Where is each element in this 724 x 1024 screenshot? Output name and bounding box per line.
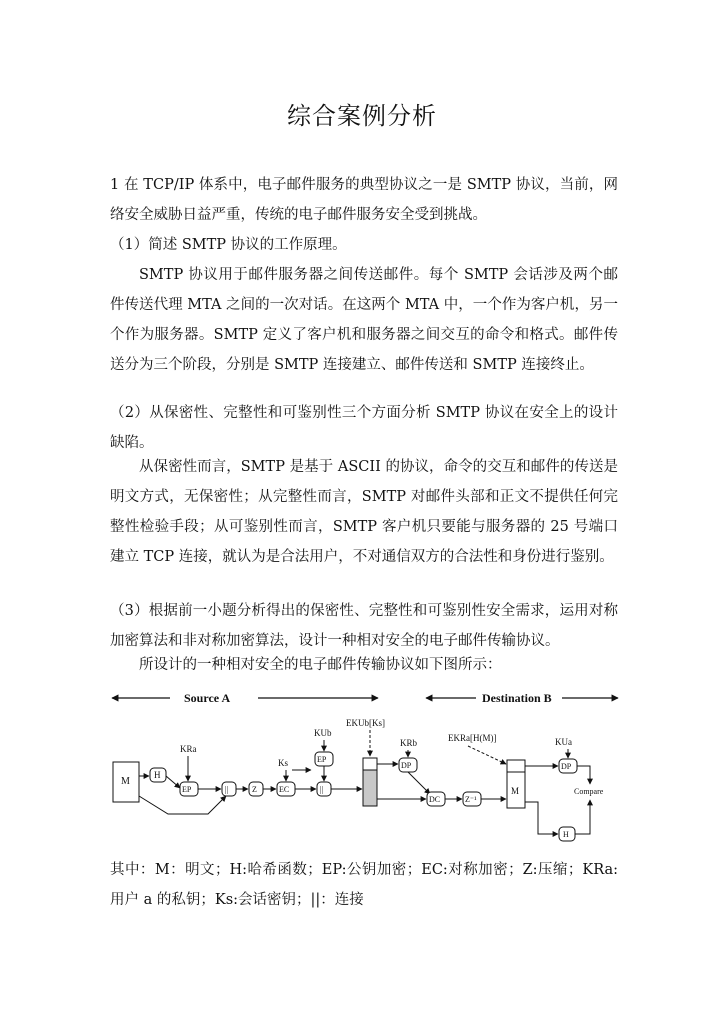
protocol-diagram-svg [108,684,620,849]
compare-label: Compare [574,787,604,796]
ks-label: Ks [278,758,289,768]
concat-label-2: || [320,785,324,794]
question-intro: 1 在 TCP/IP 体系中，电子邮件服务的典型协议之一是 SMTP 协议，当前，网络安全威胁日益严重，传统的电子邮件服务安全受到挑战。 [110,177,618,223]
transmitted-message-block [363,770,377,806]
protocol-diagram [108,684,620,849]
ekub-ks-label: EKUb[Ks] [346,718,385,728]
verify-dp-label: DP [561,762,572,771]
verify-hash-label: H [563,830,569,839]
symmetric-dc-label: DC [429,795,441,804]
krb-label: KRb [400,738,418,748]
hash-label: H [154,770,161,780]
question-3-heading: （3）根据前一小题分析得出的保密性、完整性和可鉴别性安全需求，运用对称加密算法和非对称加密算法，设计一种相对安全的电子邮件传输协议。 [110,603,618,649]
sign-ep-label: EP [182,785,192,794]
question-3-answer: 所设计的一种相对安全的电子邮件传输协议如下图所示： [139,657,502,673]
decompress-label: Z⁻¹ [465,795,477,804]
destination-b-label: Destination B [482,691,552,705]
received-m-label: M [511,786,520,796]
key-ep-label: EP [317,755,327,764]
kua-label: KUa [555,737,572,747]
compress-label: Z [252,785,257,794]
question-1-heading: （1）简述 SMTP 协议的工作原理。 [110,237,347,253]
plaintext-label: M [121,776,130,787]
diagram-legend: 其中：M：明文；H:哈希函数；EP:公钥加密；EC:对称加密；Z:压缩；KRa:用户 a 的私钥；Ks:会话密钥；||：连接 [110,862,618,908]
symmetric-ec-label: EC [279,785,290,794]
key-dp-label: DP [401,761,412,770]
question-1-answer: SMTP 协议用于邮件服务器之间传送邮件。每个 SMTP 会话涉及两个邮件传送代理 MTA 之间的一次对话。在这两个 MTA 中，一个作为客户机，另一个作为服务器。SMTP 定义了客户机和服务器之间交互的命令和格式。邮件传送分为三个阶段，分别是 SMTP 连接建立、邮件传送和 SMTP 连接终止。 [110,267,618,373]
kub-label: KUb [314,728,332,738]
concat-label-1: || [225,785,229,794]
page-title: 综合案例分析 [287,102,437,130]
source-a-label: Source A [184,691,231,705]
question-2-answer: 从保密性而言，SMTP 是基于 ASCII 的协议，命令的交互和邮件的传送是明文方式，无保密性；从完整性而言，SMTP 对邮件头部和正文不提供任何完整性检验手段；从可鉴别性而言，SMTP 客户机只要能与服务器的 25 号端口建立 TCP 连接，就认为是合法用户，不对通信双方的合法性和身份进行鉴别。 [110,459,618,565]
ekra-hm-label: EKRa[H(M)] [448,733,497,743]
question-2-heading: （2）从保密性、完整性和可鉴别性三个方面分析 SMTP 协议在安全上的设计缺陷。 [110,405,618,451]
kra-label: KRa [180,744,197,754]
